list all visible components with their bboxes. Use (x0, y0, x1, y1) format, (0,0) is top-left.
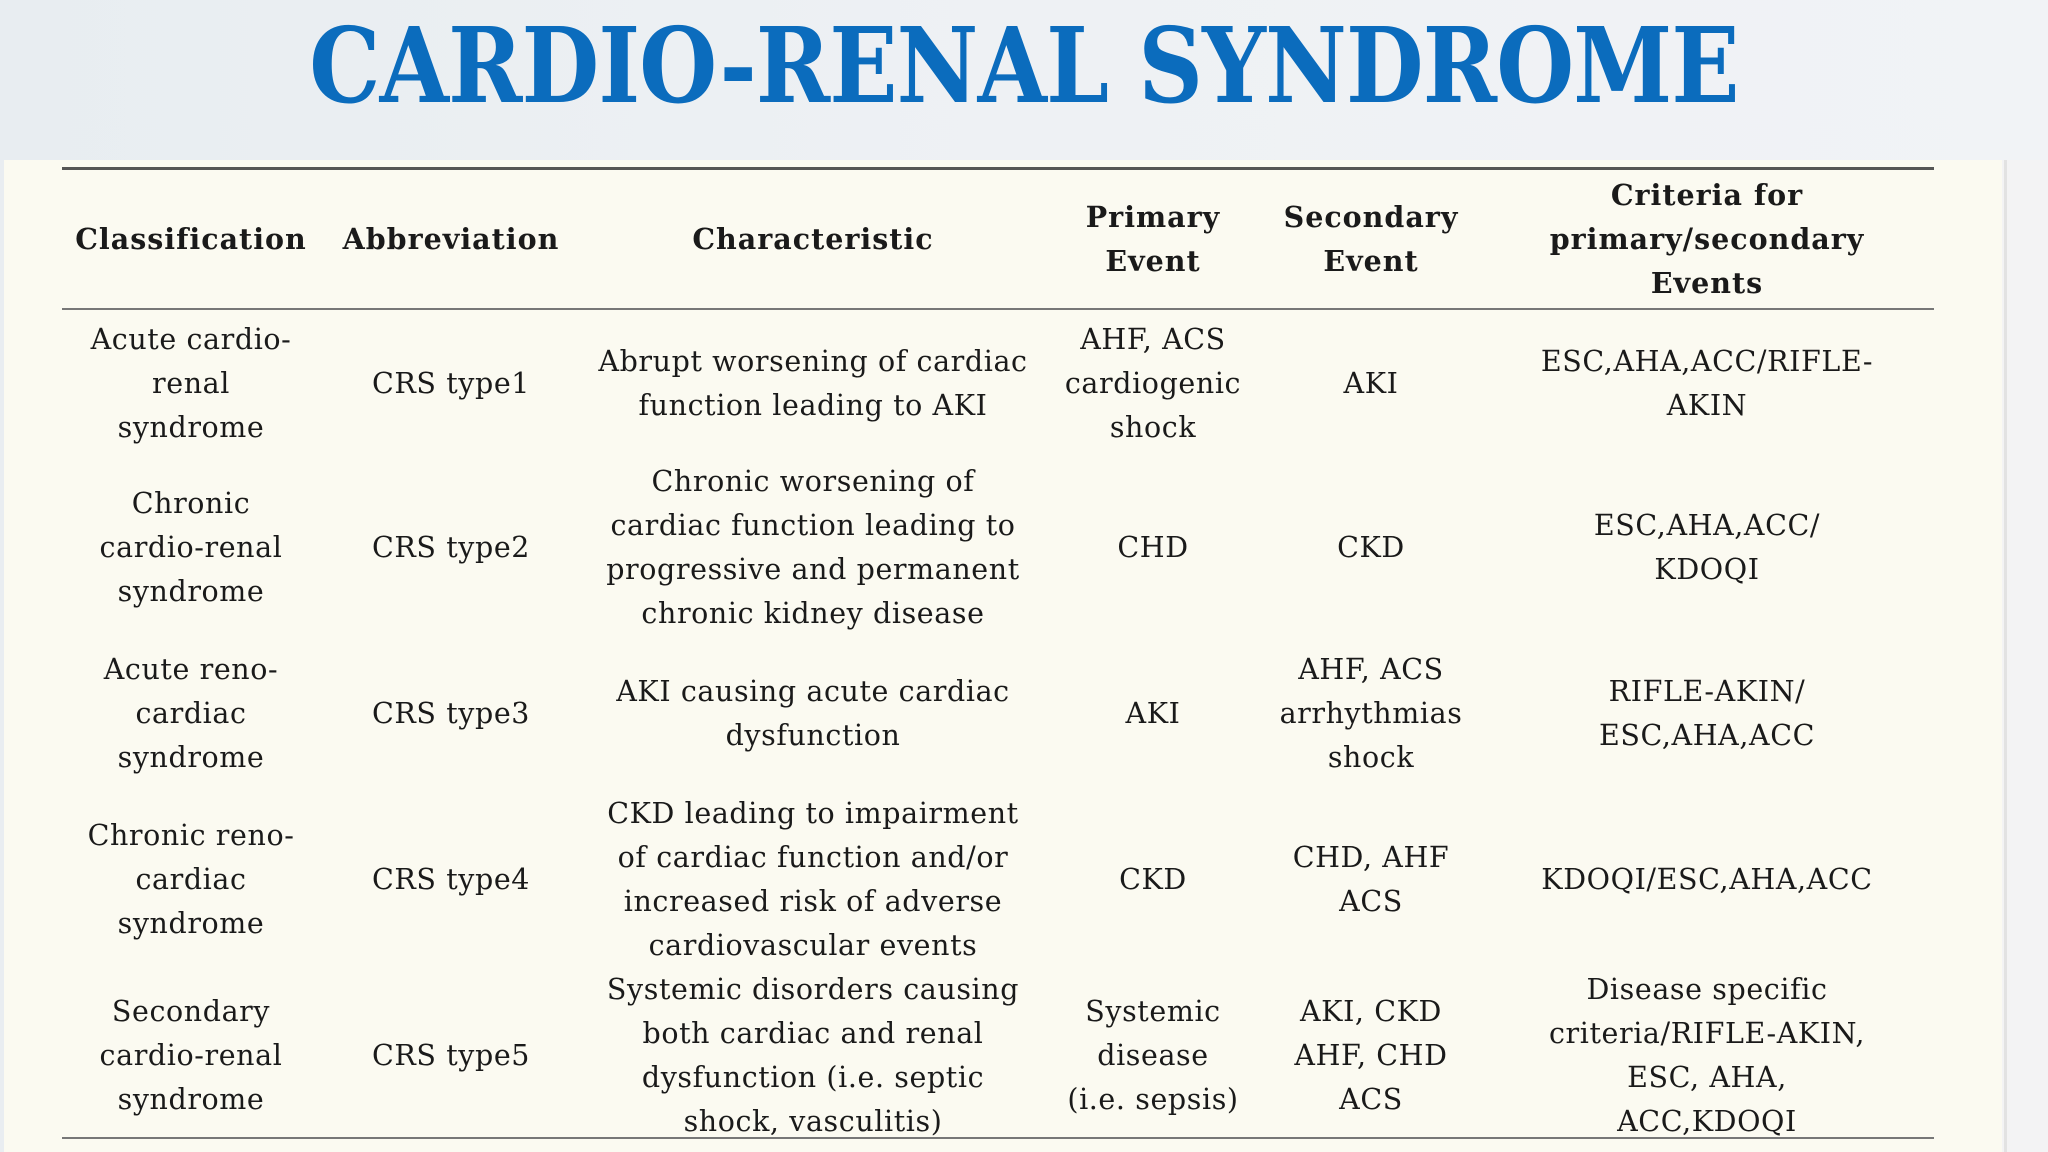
header-criteria: Criteria for primary/secondary Events (1549, 178, 1865, 300)
cell-abbreviation: CRS type3 (371, 697, 531, 730)
cell-characteristic: Chronic worsening of cardiac function leading to progressive and permanent chronic kidney disease (606, 465, 1020, 630)
cell-criteria: Disease specific criteria/RIFLE-AKIN, ESC, AHA, ACC,KDOQI (1548, 973, 1866, 1138)
cell-primary-event: Systemic disease (i.e. sepsis) (1067, 995, 1239, 1116)
header-characteristic: Characteristic (692, 222, 934, 256)
cell-primary-event: AKI (1125, 697, 1181, 730)
cell-secondary-event: AHF, ACS arrhythmias shock (1279, 653, 1463, 774)
cell-classification: Acute reno- cardiac syndrome (103, 653, 279, 774)
cell-criteria: ESC,AHA,ACC/ KDOQI (1593, 509, 1821, 586)
table-row (62, 636, 1934, 792)
cell-abbreviation: CRS type1 (371, 367, 531, 400)
cell-abbreviation: CRS type2 (371, 531, 531, 564)
cell-characteristic: AKI causing acute cardiac dysfunction (616, 675, 1010, 752)
cell-classification: Secondary cardio-renal syndrome (99, 995, 283, 1116)
table-header-row (62, 170, 1934, 308)
table-row (62, 460, 1934, 636)
cell-abbreviation: CRS type5 (371, 1039, 531, 1072)
cell-secondary-event: AKI (1343, 367, 1399, 400)
cell-classification: Chronic cardio-renal syndrome (99, 487, 283, 608)
cell-classification: Chronic reno- cardiac syndrome (87, 819, 295, 940)
table-row (62, 792, 1934, 968)
gutter-divider (2004, 160, 2007, 1152)
page-title: CARDIO-RENAL SYNDROME (309, 4, 1739, 127)
table-row (62, 968, 1934, 1144)
cell-criteria: KDOQI/ESC,AHA,ACC (1541, 863, 1873, 896)
cell-primary-event: CHD (1117, 531, 1189, 564)
header-secondary-event: Secondary Event (1283, 200, 1459, 278)
cell-criteria: RIFLE-AKIN/ ESC,AHA,ACC (1598, 675, 1816, 752)
cell-characteristic: Systemic disorders causing both cardiac and renal dysfunction (i.e. septic shock, vasculitis) (606, 973, 1020, 1138)
cell-characteristic: Abrupt worsening of cardiac function leading to AKI (598, 345, 1028, 422)
cell-characteristic: CKD leading to impairment of cardiac function and/or increased risk of adverse cardiovascular events (607, 797, 1019, 962)
header-classification: Classification (75, 222, 307, 256)
table-row (62, 308, 1934, 460)
cell-criteria: ESC,AHA,ACC/RIFLE- AKIN (1540, 345, 1874, 422)
cell-abbreviation: CRS type4 (371, 863, 531, 896)
cell-secondary-event: CKD (1337, 531, 1405, 564)
right-gutter (2002, 160, 2048, 1152)
cell-primary-event: AHF, ACS cardiogenic shock (1064, 323, 1242, 444)
cell-classification: Acute cardio- renal syndrome (90, 323, 292, 444)
cardio-renal-table (62, 170, 1934, 1144)
cell-primary-event: CKD (1119, 863, 1187, 896)
cell-secondary-event: CHD, AHF ACS (1292, 841, 1450, 918)
cell-secondary-event: AKI, CKD AHF, CHD ACS (1294, 995, 1448, 1116)
header-abbreviation: Abbreviation (342, 222, 560, 256)
header-primary-event: Primary Event (1085, 200, 1221, 278)
